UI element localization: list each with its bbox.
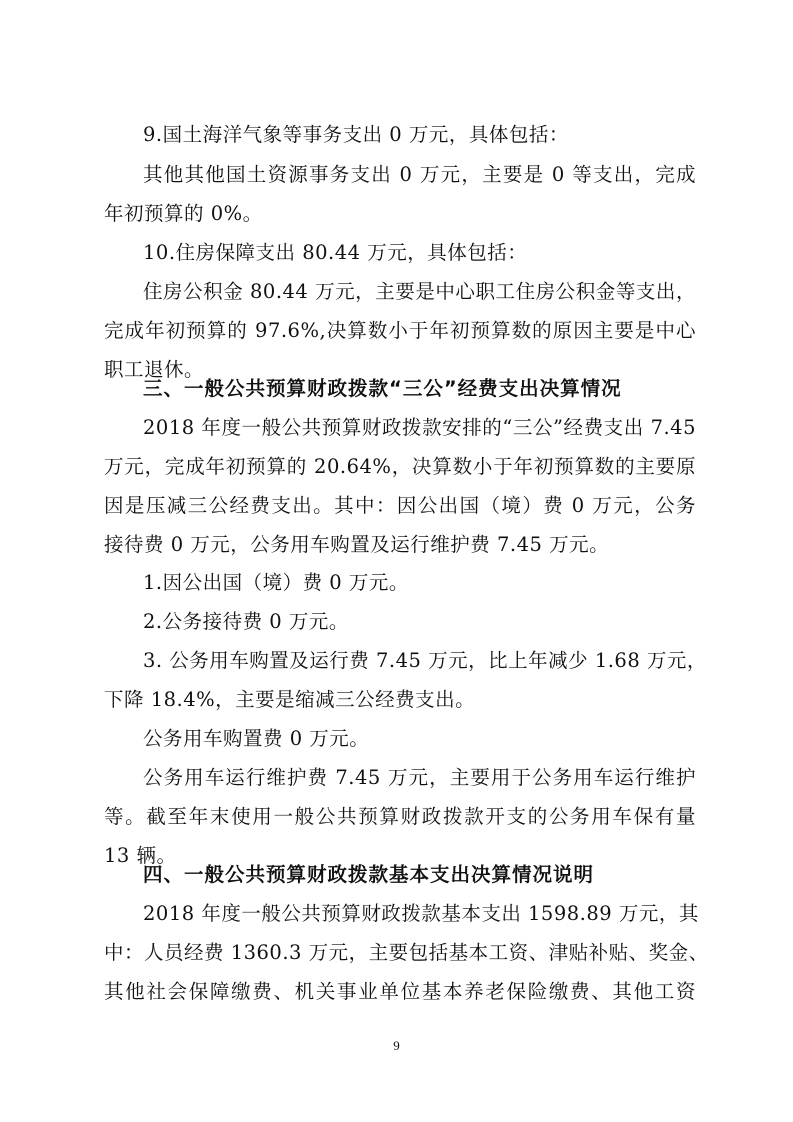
paragraph-line-item-10-detail-cont: 完成年初预算的 97.6%,决算数小于年初预算数的原因主要是中心 — [104, 319, 696, 342]
paragraph-line-item-9-detail: 其他其他国土资源事务支出 0 万元，主要是 0 等支出，完成 — [143, 163, 696, 186]
paragraph-line-item-9-title: 9.国土海洋气象等事务支出 0 万元，具体包括： — [143, 123, 569, 146]
paragraph-line-three-public-end: 接待费 0 万元，公务用车购置及运行维护费 7.45 万元。 — [104, 533, 610, 556]
paragraph-line-basic-expense-cont: 中：人员经费 1360.3 万元，主要包括基本工资、津贴补贴、奖金、 — [104, 941, 709, 964]
paragraph-line-item-10-detail: 住房公积金 80.44 万元，主要是中心职工住房公积金等支出， — [143, 280, 696, 303]
paragraph-line-item-10-detail-end: 职工退休。 — [104, 358, 205, 381]
paragraph-line-item-10-title: 10.住房保障支出 80.44 万元，具体包括： — [143, 241, 528, 264]
paragraph-line-item-9-detail-end: 年初预算的 0%。 — [104, 202, 263, 225]
list-item-vehicle-end: 下降 18.4%，主要是缩减三公经费支出。 — [104, 688, 476, 711]
paragraph-line-vehicle-purchase: 公务用车购置费 0 万元。 — [143, 727, 370, 750]
page-number: 9 — [393, 1038, 400, 1053]
paragraph-line-three-public-cont: 因是压减三公经费支出。其中：因公出国（境）费 0 万元，公务 — [104, 494, 696, 517]
paragraph-line-vehicle-maintenance: 公务用车运行维护费 7.45 万元，主要用于公务用车运行维护 — [143, 766, 696, 789]
paragraph-line-three-public-cont: 万元，完成年初预算的 20.64%，决算数小于年初预算数的主要原 — [104, 455, 696, 478]
list-item-vehicle: 3. 公务用车购置及运行费 7.45 万元，比上年减少 1.68 万元， — [143, 649, 707, 672]
section-heading-four: 四、一般公共预算财政拨款基本支出决算情况说明 — [143, 863, 595, 886]
paragraph-line-vehicle-maintenance-end: 13 辆。 — [104, 844, 177, 867]
paragraph-line-basic-expense: 2018 年度一般公共预算财政拨款基本支出 1598.89 万元，其 — [143, 902, 699, 925]
section-heading-three: 三、一般公共预算财政拨款“三公”经费支出决算情况 — [143, 377, 622, 400]
paragraph-line-vehicle-maintenance-cont: 等。截至年末使用一般公共预算财政拨款开支的公务用车保有量 — [104, 805, 696, 828]
paragraph-line-basic-expense-cont: 其他社会保障缴费、机关事业单位基本养老保险缴费、其他工资 — [104, 980, 696, 1003]
paragraph-line-three-public: 2018 年度一般公共预算财政拨款安排的“三公”经费支出 7.45 — [143, 416, 696, 439]
list-item-reception: 2.公务接待费 0 万元。 — [143, 610, 349, 633]
list-item-overseas: 1.因公出国（境）费 0 万元。 — [143, 571, 409, 594]
